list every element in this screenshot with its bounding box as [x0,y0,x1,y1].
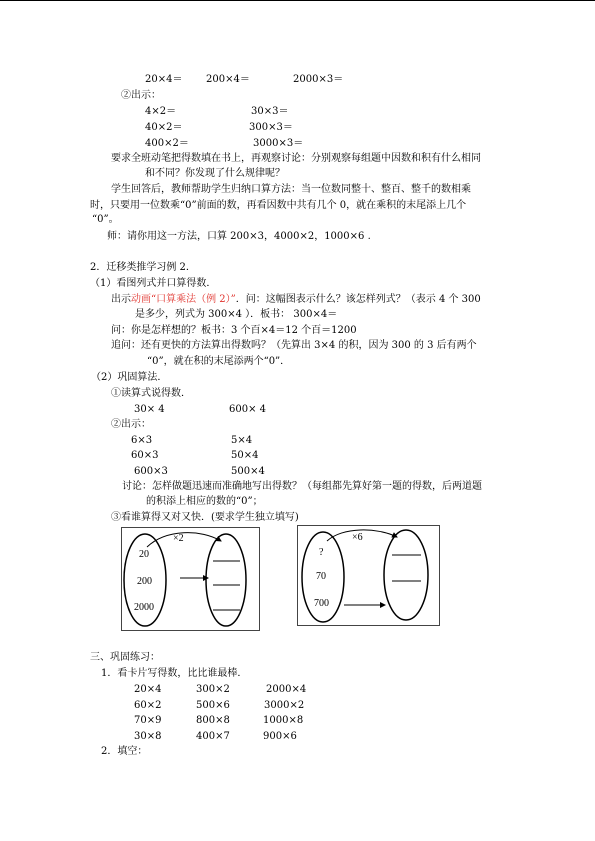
eq-row1-left: 4×2＝ [145,106,177,117]
item-label: ①读算式说得数． [111,388,191,399]
paragraph-line: “0”，就在积的末尾添两个“0”． [147,356,291,367]
question-heading: 2．填空： [101,746,148,757]
paragraph-line: 是多少，列式为 300×4 ）．板书： 300×4＝ [135,309,338,320]
eq-200x4: 200×4＝ [206,74,250,85]
output-oval [384,530,428,620]
card-eq: 400×7 [196,731,230,742]
paragraph-line: 和不同？你发现了什么规律呢？ [145,168,285,179]
eq-2000x3: 2000×3＝ [293,74,344,85]
card-eq: 70×9 [134,715,162,726]
eq-20x4: 20×4＝ [145,74,183,85]
question-heading: 1．看卡片写得数，比比谁最棒． [101,668,248,679]
animation-link: 动画“口算乘法（例 2）” [131,294,236,305]
eq-60x3: 60×3 [131,450,159,461]
eq-row3-left: 400×2＝ [145,138,189,149]
card-eq: 300×2 [196,684,230,695]
eq-row3-right: 3000×3＝ [253,138,304,149]
card-eq: 60×2 [134,700,162,711]
eq-600x4: 600× 4 [229,404,267,415]
item-label: ②出示： [111,419,151,430]
input-value: 700 [314,598,329,609]
paragraph-line: 学生回答后，教师帮助学生归纳口算方法：当一位数同整十、整百、整千的数相乘 [111,184,471,195]
input-value: 20 [139,549,149,560]
paragraph-line: 问：你是怎样想的？板书：3 个百×4＝12 个百＝1200 [111,325,357,336]
output-oval [206,534,246,626]
eq-500x4: 500×4 [231,466,265,477]
card-eq: 900×6 [263,731,297,742]
eq-6x3: 6×3 [131,435,153,446]
section-heading: 三、巩固练习： [90,652,160,663]
eq-row1-right: 30×3＝ [251,106,289,117]
page-top-rule [0,0,595,1]
card-eq: 30×8 [134,731,162,742]
item-label: ③看谁算得又对又快．(要求学生独立填写) [111,512,299,523]
eq-5x4: 5×4 [231,435,253,446]
card-eq: 2000×4 [266,684,307,695]
eq-row2-right: 300×3＝ [249,122,293,133]
card-eq: 20×4 [134,684,162,695]
paragraph-line: 追问：还有更快的方法算出得数吗？（先算出 3×4 的积，因为 300 的 3 后有两个 [111,340,477,351]
multiplication-diagram-x6 [297,525,440,626]
paragraph-line: 时，只要用一位数乘“0”前面的数，再看因数中共有几个 0，就在乘积的末尾添上几个 [90,200,467,211]
subsection-heading: （1）看图列式并口算得数． [90,278,217,289]
section-heading: 2．迁移类推学习例 2． [90,262,196,273]
paragraph-line: 师：请你用这一方法，口算 200×3，4000×2，1000×6 . [107,231,371,242]
card-eq: 1000×8 [263,715,304,726]
eq-600x3: 600×3 [134,466,168,477]
paragraph-line: 的积添上相应的数的“0”； [146,496,263,507]
eq-row2-left: 40×2＝ [145,122,183,133]
card-eq: 500×6 [196,700,230,711]
paragraph-line: 讨论：怎样做题迅速而准确地写出得数？（每组都先算好第一题的得数，后两道题 [122,481,482,492]
paragraph-line: “0”。 [92,214,119,225]
eq-50x4: 50×4 [231,450,259,461]
paragraph-line: 要求全班动笔把得数填在书上，再观察讨论：分别观察每组题中因数和积有什么相同 [111,153,481,164]
eq-30x4: 30× 4 [134,404,165,415]
operator-label: ×2 [173,533,184,544]
operator-label: ×6 [352,532,363,543]
input-value: 2000 [134,602,154,613]
input-value: 200 [137,576,152,587]
card-eq: 3000×2 [264,700,305,711]
multiplication-diagram-x2 [121,527,260,631]
paragraph-line: 出示动画“口算乘法（例 2）”．问：这幅图表示什么？该怎样列式？（表示 4 个 300 [111,294,481,305]
card-eq: 800×8 [196,715,230,726]
chushi-label: ②出示： [121,90,161,101]
subsection-heading: （2）巩固算法． [91,372,168,383]
input-value: ? [319,547,324,558]
input-value: 70 [316,571,326,582]
